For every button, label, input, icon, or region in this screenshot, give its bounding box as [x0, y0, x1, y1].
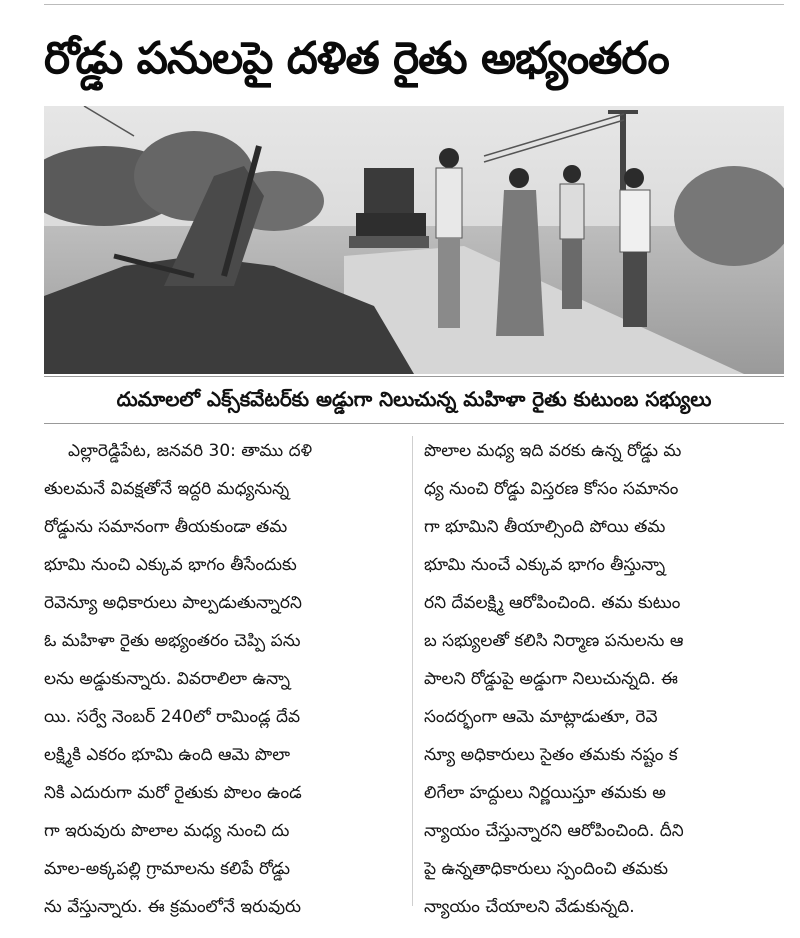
body-line: తులమనే వివక్షతోనే ఇద్దరి మధ్యనున్న [44, 479, 290, 499]
top-rule [44, 4, 784, 5]
body-line: యి. సర్వే నెంబర్ 240లో రామిండ్ల దేవ [44, 707, 301, 727]
body-line: న్యాయం చేస్తున్నారని ఆరోపించింది. దీని [424, 821, 684, 841]
article-body-right-column [424, 432, 784, 926]
body-line: పాలని రోడ్డుపై అడ్డుగా నిలుచున్నది. ఈ [424, 669, 678, 689]
body-line: ఓ మహిళా రైతు అభ్యంతరం చెప్పి పను [44, 631, 301, 651]
body-line: గా భూమిని తీయాల్సింది పోయి తమ [424, 517, 666, 537]
body-line: లిగేలా హద్దులు నిర్ణయిస్తూ తమకు అ [424, 783, 666, 803]
body-line: భూమి నుంచే ఎక్కువ భాగం తీస్తున్నా [424, 555, 666, 575]
body-line: న్యూ అధికారులు సైతం తమకు నష్టం క [424, 745, 678, 765]
photo-caption: దుమాలలో ఎక్స్‌కవేటర్‌కు అడ్డుగా నిలుచున్న మహిళా రైతు కుటుంబ సభ్యులు [44, 376, 784, 424]
body-line: మాల-అక్కపల్లి గ్రామాలను కలిపే రోడ్డు [44, 859, 290, 879]
body-line: న్యాయం చేయాలని వేడుకున్నది. [424, 897, 635, 917]
body-line: రోడ్డును సమానంగా తీయకుండా తమ [44, 517, 288, 537]
body-line: రని దేవలక్ష్మి ఆరోపించింది. తమ కుటుం [424, 593, 681, 613]
body-line: భూమి నుంచి ఎక్కువ భాగం తీసేందుకు [44, 555, 297, 575]
body-line: బ సభ్యులతో కలిసి నిర్మాణ పనులను ఆ [424, 631, 684, 651]
news-photo [44, 106, 784, 374]
body-line: రెవెన్యూ అధికారులు పాల్పడుతున్నారని [44, 593, 302, 613]
body-line: పై ఉన్నతాధికారులు స్పందించి తమకు [424, 859, 668, 879]
body-line: ధ్య నుంచి రోడ్డు విస్తరణ కోసం సమానం [424, 479, 679, 499]
column-divider [412, 436, 413, 906]
body-line: లక్ష్మికి ఎకరం భూమి ఉంది ఆమె పొలా [44, 745, 291, 765]
article-body-left-column [44, 432, 404, 926]
body-line: ను వేస్తున్నారు. ఈ క్రమంలోనే ఇరువురు [44, 897, 301, 917]
body-line: ఎల్లారెడ్డిపేట, జనవరి 30: తాము దళి [68, 441, 313, 461]
body-line: గా ఇరువురు పొలాల మధ్య నుంచి దు [44, 821, 290, 841]
article-headline: రోడ్డు పనులపై దళిత రైతు అభ్యంతరం [44, 33, 669, 84]
body-line: లను అడ్డుకున్నారు. వివరాలిలా ఉన్నా [44, 669, 290, 689]
body-line: సందర్భంగా ఆమె మాట్లాడుతూ, రెవె [424, 707, 658, 727]
body-line: పొలాల మధ్య ఇది వరకు ఉన్న రోడ్డు మ [424, 441, 682, 461]
body-line: నికి ఎదురుగా మరో రైతుకు పొలం ఉండ [44, 783, 302, 803]
